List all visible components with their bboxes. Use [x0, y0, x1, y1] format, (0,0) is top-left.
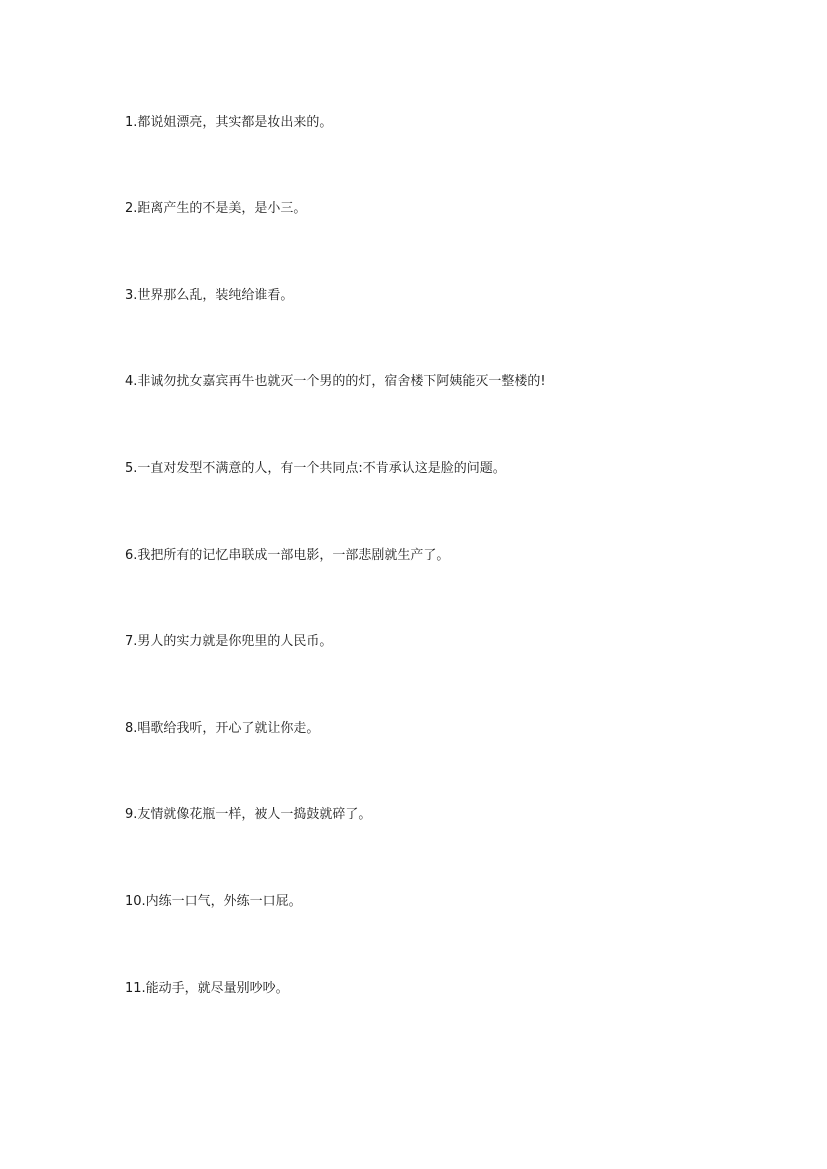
text-line-9: 9.友情就像花瓶一样，被人一捣鼓就碎了。	[125, 807, 372, 822]
text-line-6: 6.我把所有的记忆串联成一部电影，一部悲剧就生产了。	[125, 548, 450, 563]
text-line-4: 4.非诚勿扰女嘉宾再牛也就灭一个男的的灯，宿舍楼下阿姨能灭一整楼的!	[125, 374, 546, 389]
text-line-1: 1.都说姐漂亮，其实都是妆出来的。	[125, 115, 333, 130]
text-line-5: 5.一直对发型不满意的人，有一个共同点:不肯承认这是脸的问题。	[125, 461, 506, 476]
text-line-11: 11.能动手，就尽量别吵吵。	[125, 981, 289, 996]
text-line-8: 8.唱歌给我听，开心了就让你走。	[125, 721, 320, 736]
text-line-10: 10.内练一口气，外练一口屁。	[125, 894, 302, 909]
text-line-3: 3.世界那么乱，装纯给谁看。	[125, 288, 294, 303]
text-line-2: 2.距离产生的不是美，是小三。	[125, 201, 307, 216]
text-line-7: 7.男人的实力就是你兜里的人民币。	[125, 634, 333, 649]
